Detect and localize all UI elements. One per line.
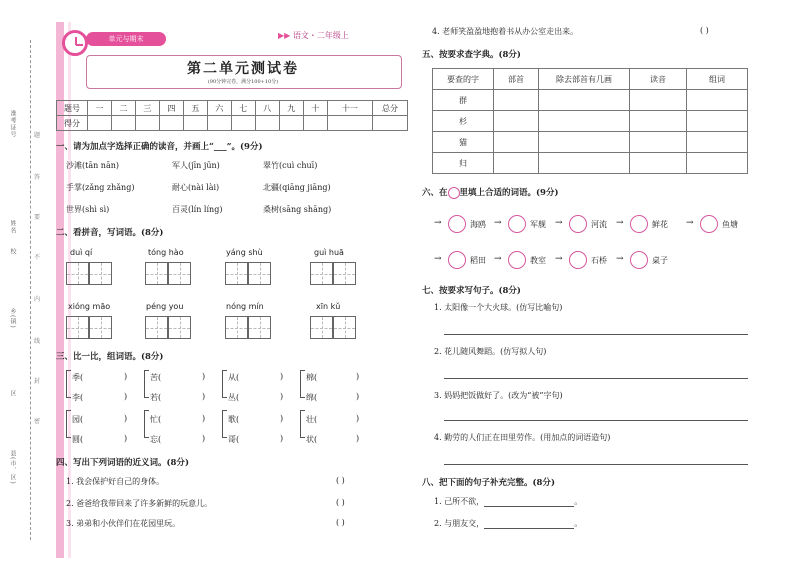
subject-label <box>278 30 349 41</box>
writing-box[interactable] <box>225 262 248 285</box>
answer-paren[interactable]: ( ) <box>336 498 345 507</box>
arrow-icon: → <box>494 254 502 264</box>
dict-input-cell[interactable] <box>687 90 748 111</box>
q4-item: 1. 我会保护好自己的身体。 <box>66 477 165 486</box>
q3-close: ) <box>280 372 284 381</box>
dictionary-table <box>432 68 748 174</box>
q4-item: 4. 老师笑盈盈地抱着书从办公室走出来。 <box>432 27 579 36</box>
q3-close: ) <box>124 372 128 381</box>
dict-char: 归 <box>433 153 494 174</box>
arrow-icon: → <box>434 218 442 228</box>
score-input-cell[interactable] <box>231 116 255 131</box>
dict-header-row <box>433 69 748 90</box>
q6-word: 稻田 <box>470 256 486 265</box>
dict-header-cell: 组词 <box>687 69 748 90</box>
writing-box[interactable] <box>333 316 356 339</box>
q6-word: 海鸥 <box>470 220 486 229</box>
q3-close: ) <box>124 434 128 443</box>
dict-input-cell[interactable] <box>687 111 748 132</box>
q8-heading: 八、把下面的句子补充完整。(8分) <box>422 478 555 488</box>
q3-char: 棉( <box>306 373 318 382</box>
q2-pinyin: nóng mín <box>226 302 264 311</box>
q6-word: 石桥 <box>591 256 607 265</box>
seal-char: 线 <box>34 338 41 345</box>
dict-input-cell[interactable] <box>494 153 539 174</box>
pair-bracket <box>144 410 149 438</box>
seal-char: 封 <box>34 378 41 385</box>
writing-box[interactable] <box>248 316 271 339</box>
seal-char: 答 <box>34 174 41 181</box>
score-input-cell[interactable] <box>88 116 112 131</box>
q3-close: ) <box>124 392 128 401</box>
clock-icon <box>62 30 88 56</box>
score-input-cell[interactable] <box>327 116 372 131</box>
q3-close: ) <box>202 414 206 423</box>
pair-bracket <box>300 410 305 438</box>
exam-number-label: 准考证号 <box>9 110 16 138</box>
score-input-cell[interactable] <box>255 116 279 131</box>
q1-item[interactable]: 沙滩(tān nān) <box>66 161 119 170</box>
score-input-cell[interactable] <box>279 116 303 131</box>
dict-header-cell: 部首 <box>494 69 539 90</box>
score-input-cell[interactable] <box>111 116 135 131</box>
q3-close: ) <box>202 392 206 401</box>
score-input-cell[interactable] <box>207 116 231 131</box>
q1-item[interactable]: 翠竹(cuì chuī) <box>263 161 318 170</box>
score-cell: 五 <box>183 101 207 116</box>
district-label: 区 <box>9 390 16 397</box>
q8-item-text: 2. 与朋友交， <box>434 519 485 528</box>
q1-item[interactable]: 世界(shì sì) <box>66 205 110 214</box>
q6-word: 鱼塘 <box>722 220 738 229</box>
q6-word: 军舰 <box>530 220 546 229</box>
q8-item-end: 。 <box>574 519 583 528</box>
play-triangle-icon: ▶▶ <box>278 31 293 40</box>
dict-char: 猫 <box>433 132 494 153</box>
q6-word: 河流 <box>591 220 607 229</box>
answer-circle[interactable] <box>630 215 648 233</box>
q8-item <box>434 496 582 507</box>
writing-box[interactable] <box>310 262 333 285</box>
q2-pinyin: xióng māo <box>68 302 111 311</box>
seal-char: 密 <box>34 418 41 425</box>
q1-item[interactable]: 桑树(sāng shāng) <box>263 205 332 214</box>
q3-close: ) <box>202 434 206 443</box>
q4-heading: 四、写出下列词语的近义词。(8分) <box>56 458 189 468</box>
q6-word: 鲜花 <box>652 220 668 229</box>
pair-bracket <box>222 410 227 438</box>
q2-heading: 二、看拼音，写词语。(8分) <box>56 228 164 238</box>
page-title: 第二单元测试卷 <box>187 61 299 77</box>
answer-circle[interactable] <box>569 251 587 269</box>
score-cell: 七 <box>231 101 255 116</box>
q1-item[interactable]: 手掌(zǎng zhǎng) <box>66 183 135 192</box>
answer-circle[interactable] <box>569 215 587 233</box>
answer-line[interactable] <box>444 420 748 421</box>
q3-char: 若( <box>150 393 162 402</box>
arrow-icon: → <box>494 218 502 228</box>
dict-input-cell[interactable] <box>539 153 630 174</box>
dict-row <box>433 90 748 111</box>
q6-heading-pre: 六、在 <box>422 188 448 198</box>
seal-char: 题 <box>34 132 41 139</box>
arrow-icon: → <box>555 218 563 228</box>
q3-char: 歌( <box>228 415 240 424</box>
dict-input-cell[interactable] <box>630 132 687 153</box>
score-header-row <box>57 101 408 116</box>
dict-row <box>433 111 748 132</box>
q8-item-end: 。 <box>574 497 583 506</box>
seal-char: 内 <box>34 296 41 303</box>
dict-input-cell[interactable] <box>539 132 630 153</box>
dict-char: 杉 <box>433 111 494 132</box>
subject-text: 语文・二年级上 <box>292 31 349 40</box>
q6-heading-post: 里填上合适的词语。(9分) <box>459 188 559 198</box>
q3-close: ) <box>356 372 360 381</box>
q2-pinyin: xīn kǔ <box>316 302 341 311</box>
score-table <box>56 100 408 131</box>
q3-close: ) <box>202 372 206 381</box>
q1-heading: 一、请为加点字选择正确的读音，并画上“___”。(9分) <box>56 142 263 152</box>
q3-char: 状( <box>306 435 318 444</box>
answer-line[interactable] <box>444 464 748 465</box>
arrow-icon: → <box>555 254 563 264</box>
q3-char: 苦( <box>150 373 162 382</box>
arrow-icon: → <box>616 254 624 264</box>
q2-pinyin: yáng shù <box>226 248 263 257</box>
q3-char: 壮( <box>306 415 318 424</box>
pair-bracket <box>144 370 149 398</box>
dict-header-cell: 除去部首有几画 <box>539 69 630 90</box>
q3-close: ) <box>280 414 284 423</box>
score-input-cell[interactable] <box>303 116 327 131</box>
writing-box[interactable] <box>66 262 89 285</box>
writing-box[interactable] <box>333 262 356 285</box>
score-cell: 三 <box>135 101 159 116</box>
dict-input-cell[interactable] <box>494 132 539 153</box>
dict-char: 群 <box>433 90 494 111</box>
answer-blank[interactable] <box>484 498 574 507</box>
score-cell: 四 <box>159 101 183 116</box>
circle-icon <box>448 187 460 199</box>
answer-circle[interactable] <box>630 251 648 269</box>
seal-line <box>30 40 31 540</box>
dict-header-cell: 要查的字 <box>433 69 494 90</box>
q4-item: 3. 弟弟和小伙伴们在花园里玩。 <box>66 519 181 528</box>
q6-heading <box>422 186 558 199</box>
writing-box[interactable] <box>145 262 168 285</box>
q3-char: 李( <box>72 393 84 402</box>
unit-badge: 单元与期末 <box>86 32 166 46</box>
q3-char: 忙( <box>150 415 162 424</box>
pair-bracket <box>300 370 305 398</box>
writing-box[interactable] <box>89 316 112 339</box>
score-input-cell[interactable] <box>183 116 207 131</box>
score-input-cell[interactable] <box>373 116 408 131</box>
q3-char: 园( <box>72 415 84 424</box>
name-label: 姓名 <box>9 220 16 234</box>
score-cell: 十 <box>303 101 327 116</box>
score-cell: 六 <box>207 101 231 116</box>
q2-pinyin: péng you <box>146 302 184 311</box>
writing-box[interactable] <box>66 316 89 339</box>
score-cell: 九 <box>279 101 303 116</box>
dict-input-cell[interactable] <box>494 90 539 111</box>
q3-close: ) <box>356 392 360 401</box>
q3-char: 季( <box>72 373 84 382</box>
q6-word: 桌子 <box>652 256 668 265</box>
answer-circle[interactable] <box>448 215 466 233</box>
dict-input-cell[interactable] <box>539 90 630 111</box>
dict-input-cell[interactable] <box>630 111 687 132</box>
q2-pinyin: duì qí <box>70 248 93 257</box>
dict-row <box>433 153 748 174</box>
pair-bracket <box>66 410 71 438</box>
q6-word: 教室 <box>530 256 546 265</box>
writing-box[interactable] <box>145 316 168 339</box>
arrow-icon: → <box>434 254 442 264</box>
arrow-icon: → <box>616 218 624 228</box>
q3-heading: 三、比一比，组词语。(8分) <box>56 352 164 362</box>
county-label: 县(市、区) <box>9 450 16 485</box>
score-cell: 得分 <box>57 116 88 131</box>
q8-item <box>434 518 582 529</box>
arrow-icon: → <box>686 218 694 228</box>
q7-item: 1. 太阳像一个大火球。(仿写比喻句) <box>434 303 563 312</box>
writing-box[interactable] <box>168 316 191 339</box>
q3-close: ) <box>280 434 284 443</box>
q8-item-text: 1. 己所不欲， <box>434 497 485 506</box>
answer-paren[interactable]: ( ) <box>336 518 345 527</box>
township-label: 乡(镇) <box>9 308 16 329</box>
answer-paren[interactable]: ( ) <box>336 476 345 485</box>
seal-char: 不 <box>34 254 41 261</box>
writing-box[interactable] <box>310 316 333 339</box>
q3-close: ) <box>280 392 284 401</box>
q3-char: 丛( <box>228 393 240 402</box>
q3-close: ) <box>356 434 360 443</box>
answer-circle[interactable] <box>508 251 526 269</box>
dict-input-cell[interactable] <box>630 153 687 174</box>
score-cell: 八 <box>255 101 279 116</box>
dict-input-cell[interactable] <box>539 111 630 132</box>
answer-blank[interactable] <box>484 520 574 529</box>
dict-input-cell[interactable] <box>494 111 539 132</box>
q3-char: 忘( <box>150 435 162 444</box>
answer-line[interactable] <box>444 334 748 335</box>
q3-close: ) <box>124 414 128 423</box>
score-input-cell[interactable] <box>135 116 159 131</box>
school-label: 校 <box>9 248 16 255</box>
score-cell: 总分 <box>373 101 408 116</box>
pair-bracket <box>222 370 227 398</box>
q2-pinyin: tóng hào <box>148 248 184 257</box>
answer-circle[interactable] <box>448 251 466 269</box>
q4-item: 2. 爸爸给我带回来了许多新鲜的玩意儿。 <box>66 499 213 508</box>
binding-margin <box>0 0 60 561</box>
q5-heading: 五、按要求查字典。(8分) <box>422 50 521 60</box>
dict-input-cell[interactable] <box>687 153 748 174</box>
q1-item[interactable]: 百灵(lín líng) <box>172 205 223 214</box>
q3-char: 绵( <box>306 393 318 402</box>
answer-line[interactable] <box>444 378 748 379</box>
seal-char: 要 <box>34 214 41 221</box>
answer-circle[interactable] <box>508 215 526 233</box>
page-subtitle: (90分钟完卷，满分100+10分) <box>207 79 279 85</box>
q3-char: 哥( <box>228 435 240 444</box>
answer-paren[interactable]: ( ) <box>700 26 709 35</box>
q3-close: ) <box>356 414 360 423</box>
score-value-row <box>57 116 408 131</box>
q7-heading: 七、按要求写句子。(8分) <box>422 286 521 296</box>
writing-box[interactable] <box>225 316 248 339</box>
answer-circle[interactable] <box>700 215 718 233</box>
q1-item[interactable]: 耐心(nài lài) <box>172 183 220 192</box>
writing-box[interactable] <box>89 262 112 285</box>
q7-item: 2. 花儿随风舞蹈。(仿写拟人句) <box>434 347 547 356</box>
writing-box[interactable] <box>168 262 191 285</box>
q2-pinyin: guì huā <box>314 248 344 257</box>
writing-box[interactable] <box>248 262 271 285</box>
q3-char: 圆( <box>72 435 84 444</box>
q3-char: 从( <box>228 373 240 382</box>
dict-input-cell[interactable] <box>630 90 687 111</box>
dict-input-cell[interactable] <box>687 132 748 153</box>
score-cell: 一 <box>88 101 112 116</box>
q1-item[interactable]: 军人(jīn jūn) <box>172 161 220 170</box>
q7-item: 3. 妈妈把饭做好了。(改为“被”字句) <box>434 391 563 400</box>
dict-header-cell: 读音 <box>630 69 687 90</box>
pair-bracket <box>66 370 71 398</box>
dict-row <box>433 132 748 153</box>
q7-item: 4. 勤劳的人们正在田里劳作。(用加点的词语造句) <box>434 433 611 442</box>
score-cell: 十一 <box>327 101 372 116</box>
score-cell: 二 <box>111 101 135 116</box>
q1-item[interactable]: 北疆(qiāng jiāng) <box>263 183 331 192</box>
score-input-cell[interactable] <box>159 116 183 131</box>
score-cell: 题号 <box>57 101 88 116</box>
